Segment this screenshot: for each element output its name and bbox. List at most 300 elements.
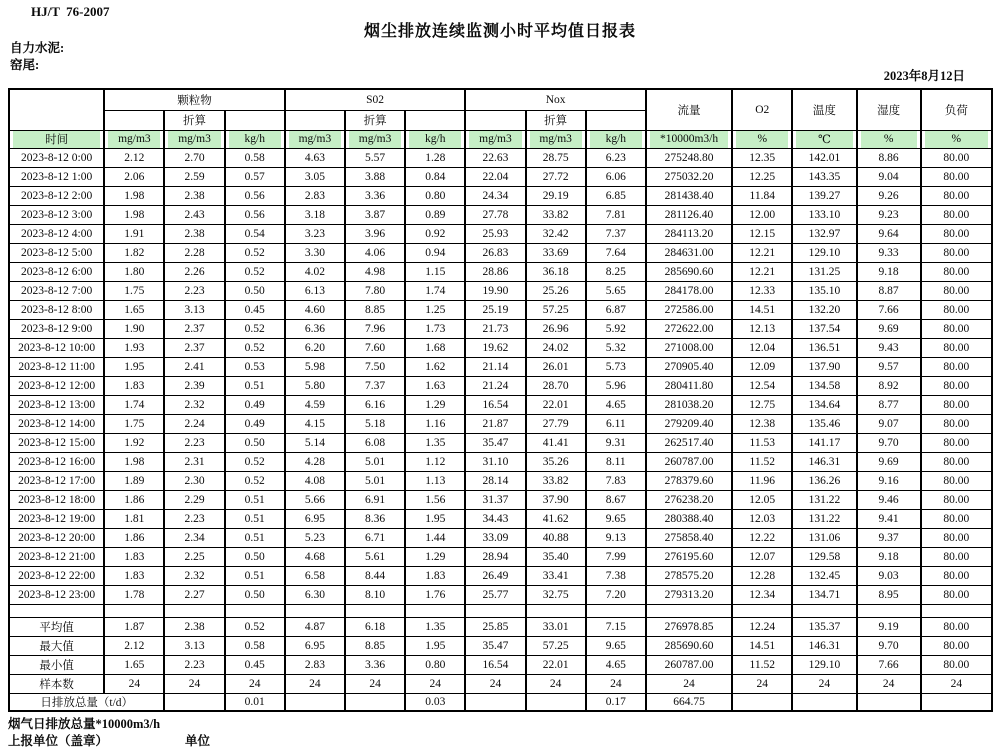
value-cell: 134.58 [792,376,856,395]
value-cell: 9.26 [857,186,921,205]
value-cell: 0.52 [225,617,285,636]
daily-total-label: 日排放总量（t/d） [9,693,164,711]
value-cell: 6.23 [586,148,646,167]
value-cell: 12.03 [732,509,792,528]
time-cell: 2023-8-12 14:00 [9,414,104,433]
value-cell: 1.73 [405,319,465,338]
value-cell: 80.00 [921,471,992,490]
table-row [9,585,992,604]
value-cell: 25.77 [465,585,525,604]
value-cell: 131.25 [792,262,856,281]
table-row [9,471,992,490]
value-cell: 35.40 [526,547,586,566]
value-cell: 6.30 [285,585,345,604]
value-cell: 9.57 [857,357,921,376]
value-cell: 0.52 [225,262,285,281]
value-cell: 1.98 [104,452,164,471]
value-cell: 21.87 [465,414,525,433]
value-cell: 11.84 [732,186,792,205]
value-cell: 24 [921,674,992,693]
header-temperature: 温度 [792,89,856,130]
table-row [9,319,992,338]
value-cell: 2.70 [164,148,224,167]
value-cell: 1.74 [405,281,465,300]
value-cell: 0.51 [225,490,285,509]
value-cell: 6.08 [345,433,405,452]
value-cell: 137.90 [792,357,856,376]
table-row [9,262,992,281]
value-cell: 40.88 [526,528,586,547]
value-cell: 24 [646,674,732,693]
value-cell: 33.01 [526,617,586,636]
value-cell: 41.41 [526,433,586,452]
value-cell: 80.00 [921,338,992,357]
value-cell: 14.51 [732,636,792,655]
value-cell: 279209.40 [646,414,732,433]
time-cell: 2023-8-12 4:00 [9,224,104,243]
value-cell: 12.07 [732,547,792,566]
value-cell: 4.87 [285,617,345,636]
header-humidity: 湿度 [857,89,921,130]
value-cell: 1.15 [405,262,465,281]
value-cell: 22.04 [465,167,525,186]
value-cell: 9.70 [857,636,921,655]
value-cell: 8.36 [345,509,405,528]
value-cell: 32.42 [526,224,586,243]
page-title: 烟尘排放连续监测小时平均值日报表 [363,23,636,40]
value-cell: 6.87 [586,300,646,319]
time-cell: 2023-8-12 1:00 [9,167,104,186]
time-cell: 2023-8-12 7:00 [9,281,104,300]
unit-cell: mg/m3 [164,130,224,148]
table-row [9,433,992,452]
value-cell: 0.52 [225,452,285,471]
value-cell: 2.59 [164,167,224,186]
value-cell: 2.12 [104,148,164,167]
value-cell: 0.50 [225,585,285,604]
value-cell: 22.01 [526,655,586,674]
value-cell: 8.10 [345,585,405,604]
value-cell: 9.16 [857,471,921,490]
value-cell: 7.96 [345,319,405,338]
empty-cell [164,604,224,617]
value-cell: 2.12 [104,636,164,655]
header-particulate: 颗粒物 [104,89,285,110]
value-cell: 279313.20 [646,585,732,604]
value-cell: 29.19 [526,186,586,205]
value-cell: 12.21 [732,262,792,281]
value-cell: 3.36 [345,186,405,205]
unit-cell-celsius: ℃ [792,130,856,148]
value-cell: 80.00 [921,585,992,604]
value-cell: 2.43 [164,205,224,224]
value-cell: 1.13 [405,471,465,490]
value-cell: 24 [285,674,345,693]
unit-cell: mg/m3 [345,130,405,148]
value-cell: 6.58 [285,566,345,585]
header-flow: 流量 [646,89,732,130]
spacer-row [9,604,992,617]
table-row [9,224,992,243]
value-cell: 1.28 [405,148,465,167]
header-so2: S02 [285,89,466,110]
empty-cell [732,604,792,617]
value-cell: 272622.00 [646,319,732,338]
value-cell: 141.17 [792,433,856,452]
value-cell: 4.06 [345,243,405,262]
value-cell: 33.82 [526,471,586,490]
unit-cell: kg/h [405,130,465,148]
value-cell: 9.65 [586,636,646,655]
value-cell: 80.00 [921,205,992,224]
value-cell: 25.85 [465,617,525,636]
value-cell: 0.52 [225,338,285,357]
value-cell: 0.03 [405,693,465,711]
empty-cell [345,604,405,617]
value-cell: 11.52 [732,655,792,674]
empty-cell [285,110,345,130]
value-cell: 1.16 [405,414,465,433]
value-cell: 28.14 [465,471,525,490]
value-cell: 7.15 [586,617,646,636]
value-cell [792,693,856,711]
value-cell: 132.45 [792,566,856,585]
value-cell: 2.38 [164,617,224,636]
value-cell: 1.75 [104,281,164,300]
value-cell: 133.10 [792,205,856,224]
value-cell: 6.71 [345,528,405,547]
value-cell: 24 [857,674,921,693]
value-cell: 12.22 [732,528,792,547]
value-cell: 12.00 [732,205,792,224]
value-cell: 25.93 [465,224,525,243]
value-cell: 5.01 [345,452,405,471]
value-cell: 26.49 [465,566,525,585]
value-cell: 12.33 [732,281,792,300]
value-cell: 1.12 [405,452,465,471]
value-cell: 0.50 [225,433,285,452]
value-cell: 131.06 [792,528,856,547]
value-cell: 1.83 [405,566,465,585]
value-cell [526,693,586,711]
value-cell: 22.63 [465,148,525,167]
value-cell: 0.56 [225,205,285,224]
value-cell: 8.92 [857,376,921,395]
time-cell: 2023-8-12 13:00 [9,395,104,414]
value-cell: 5.92 [586,319,646,338]
value-cell: 1.83 [104,376,164,395]
value-cell: 9.69 [857,319,921,338]
time-cell: 2023-8-12 17:00 [9,471,104,490]
summary-label: 最大值 [9,636,104,655]
value-cell: 129.58 [792,547,856,566]
value-cell: 260787.00 [646,452,732,471]
empty-cell [405,604,465,617]
value-cell: 35.47 [465,636,525,655]
value-cell: 25.19 [465,300,525,319]
value-cell: 1.93 [104,338,164,357]
value-cell: 9.70 [857,433,921,452]
table-row [9,338,992,357]
value-cell: 2.37 [164,338,224,357]
value-cell: 1.68 [405,338,465,357]
value-cell: 4.02 [285,262,345,281]
value-cell: 0.58 [225,148,285,167]
value-cell: 11.96 [732,471,792,490]
value-cell: 11.52 [732,452,792,471]
value-cell: 2.34 [164,528,224,547]
value-cell [732,693,792,711]
value-cell: 33.82 [526,205,586,224]
value-cell: 2.83 [285,655,345,674]
header-converted-so2: 折算 [345,110,405,130]
table-row [9,414,992,433]
header-converted-nox: 折算 [526,110,586,130]
unit-cell: % [921,130,992,148]
value-cell: 1.81 [104,509,164,528]
value-cell: 6.20 [285,338,345,357]
value-cell: 27.79 [526,414,586,433]
value-cell: 80.00 [921,376,992,395]
value-cell: 0.84 [405,167,465,186]
value-cell: 7.37 [586,224,646,243]
summary-label: 样本数 [9,674,104,693]
value-cell: 12.24 [732,617,792,636]
table-row [9,243,992,262]
value-cell: 0.49 [225,395,285,414]
value-cell: 24 [792,674,856,693]
value-cell: 2.28 [164,243,224,262]
value-cell: 281038.20 [646,395,732,414]
value-cell: 3.30 [285,243,345,262]
value-cell: 33.69 [526,243,586,262]
value-cell: 2.23 [164,655,224,674]
value-cell: 4.28 [285,452,345,471]
value-cell: 24 [465,674,525,693]
value-cell: 0.51 [225,566,285,585]
value-cell: 0.94 [405,243,465,262]
value-cell: 0.52 [225,243,285,262]
value-cell: 80.00 [921,452,992,471]
value-cell: 134.71 [792,585,856,604]
value-cell: 284178.00 [646,281,732,300]
value-cell: 12.28 [732,566,792,585]
value-cell: 12.54 [732,376,792,395]
value-cell: 0.51 [225,509,285,528]
value-cell: 25.26 [526,281,586,300]
empty-cell [104,110,164,130]
time-cell: 2023-8-12 20:00 [9,528,104,547]
value-cell: 7.50 [345,357,405,376]
value-cell: 1.80 [104,262,164,281]
value-cell: 4.65 [586,655,646,674]
unit-cell-flow: *10000m3/h [646,130,732,148]
value-cell: 1.87 [104,617,164,636]
value-cell: 12.04 [732,338,792,357]
value-cell: 139.27 [792,186,856,205]
monitoring-point: 窑尾: [10,58,40,72]
value-cell: 0.52 [225,471,285,490]
value-cell: 1.82 [104,243,164,262]
value-cell: 27.78 [465,205,525,224]
header-group-row [9,89,992,110]
report-unit-label: 上报单位（盖章） [8,734,109,748]
value-cell: 0.89 [405,205,465,224]
value-cell: 0.51 [225,376,285,395]
time-cell: 2023-8-12 12:00 [9,376,104,395]
unit-cell: mg/m3 [104,130,164,148]
table-row [9,300,992,319]
value-cell [285,693,345,711]
value-cell: 80.00 [921,490,992,509]
empty-cell [792,604,856,617]
value-cell: 9.07 [857,414,921,433]
value-cell: 6.06 [586,167,646,186]
value-cell: 2.37 [164,319,224,338]
value-cell: 7.38 [586,566,646,585]
value-cell: 57.25 [526,300,586,319]
value-cell: 271008.00 [646,338,732,357]
value-cell: 3.87 [345,205,405,224]
value-cell: 131.22 [792,509,856,528]
value-cell: 2.25 [164,547,224,566]
value-cell: 1.86 [104,528,164,547]
empty-cell [225,604,285,617]
value-cell: 4.63 [285,148,345,167]
header-time: 时间 [9,130,104,148]
value-cell: 1.65 [104,655,164,674]
value-cell: 135.37 [792,617,856,636]
value-cell: 1.56 [405,490,465,509]
value-cell: 6.36 [285,319,345,338]
value-cell: 262517.40 [646,433,732,452]
value-cell: 35.26 [526,452,586,471]
value-cell: 0.52 [225,319,285,338]
value-cell: 28.94 [465,547,525,566]
value-cell: 5.14 [285,433,345,452]
value-cell: 8.44 [345,566,405,585]
empty-cell [465,110,525,130]
value-cell: 5.65 [586,281,646,300]
value-cell: 6.18 [345,617,405,636]
value-cell: 24 [526,674,586,693]
value-cell: 2.26 [164,262,224,281]
value-cell: 7.66 [857,300,921,319]
value-cell [164,693,224,711]
header-o2: O2 [732,89,792,130]
header-unit-row [9,130,992,148]
value-cell: 6.16 [345,395,405,414]
value-cell: 5.96 [586,376,646,395]
value-cell: 6.95 [285,509,345,528]
value-cell: 0.49 [225,414,285,433]
table-row [9,452,992,471]
unit-cell: mg/m3 [285,130,345,148]
value-cell: 80.00 [921,547,992,566]
value-cell: 0.45 [225,300,285,319]
value-cell: 9.23 [857,205,921,224]
value-cell: 260787.00 [646,655,732,674]
value-cell: 12.25 [732,167,792,186]
value-cell: 0.54 [225,224,285,243]
value-cell: 4.65 [586,395,646,414]
value-cell: 8.85 [345,636,405,655]
unit-cell: % [732,130,792,148]
value-cell: 1.86 [104,490,164,509]
value-cell: 80.00 [921,395,992,414]
value-cell: 24 [345,674,405,693]
value-cell: 0.53 [225,357,285,376]
table-row [9,357,992,376]
value-cell: 135.10 [792,281,856,300]
value-cell: 9.37 [857,528,921,547]
time-cell: 2023-8-12 3:00 [9,205,104,224]
value-cell: 80.00 [921,655,992,674]
value-cell: 281126.40 [646,205,732,224]
value-cell: 3.18 [285,205,345,224]
value-cell: 5.98 [285,357,345,376]
unit-label: 单位 [185,734,211,748]
value-cell: 1.74 [104,395,164,414]
table-row [9,281,992,300]
value-cell: 1.95 [104,357,164,376]
value-cell: 12.34 [732,585,792,604]
value-cell: 12.21 [732,243,792,262]
value-cell: 276978.85 [646,617,732,636]
value-cell: 9.18 [857,547,921,566]
value-cell: 278379.60 [646,471,732,490]
value-cell: 12.75 [732,395,792,414]
time-cell: 2023-8-12 2:00 [9,186,104,205]
value-cell: 37.90 [526,490,586,509]
time-cell: 2023-8-12 8:00 [9,300,104,319]
value-cell: 1.35 [405,433,465,452]
value-cell: 2.29 [164,490,224,509]
value-cell: 5.32 [586,338,646,357]
value-cell: 275248.80 [646,148,732,167]
value-cell: 80.00 [921,224,992,243]
value-cell: 24.34 [465,186,525,205]
value-cell: 1.92 [104,433,164,452]
value-cell: 4.15 [285,414,345,433]
value-cell: 12.38 [732,414,792,433]
value-cell: 28.70 [526,376,586,395]
value-cell: 132.97 [792,224,856,243]
value-cell: 1.98 [104,186,164,205]
value-cell: 7.66 [857,655,921,674]
value-cell: 31.37 [465,490,525,509]
unit-cell: mg/m3 [465,130,525,148]
empty-cell [285,604,345,617]
value-cell: 80.00 [921,414,992,433]
time-cell: 2023-8-12 23:00 [9,585,104,604]
value-cell: 3.23 [285,224,345,243]
time-cell: 2023-8-12 22:00 [9,566,104,585]
flow-total-note: 烟气日排放总量*10000m3/h [8,717,161,731]
summary-row [9,617,992,636]
value-cell: 136.26 [792,471,856,490]
value-cell: 2.30 [164,471,224,490]
value-cell: 137.54 [792,319,856,338]
empty-cell [104,604,164,617]
value-cell: 2.27 [164,585,224,604]
empty-cell [921,604,992,617]
value-cell: 280411.80 [646,376,732,395]
value-cell: 2.32 [164,566,224,585]
value-cell: 6.11 [586,414,646,433]
value-cell: 132.20 [792,300,856,319]
value-cell: 26.83 [465,243,525,262]
